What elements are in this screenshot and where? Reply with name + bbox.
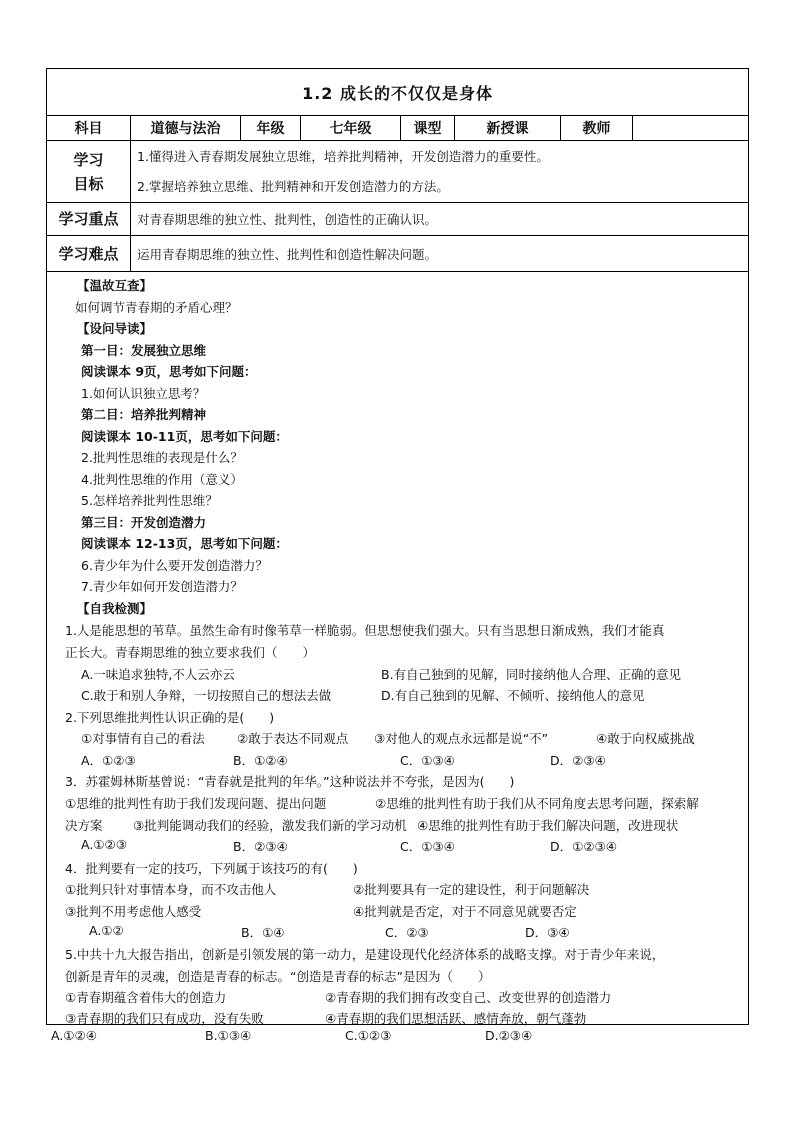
q5-statement-4: ④青春期的我们思想活跃、感情奔放，朝气蓬勃 [325, 1011, 587, 1026]
q5-statement-3: ③青春期的我们只有成功，没有失败 [65, 1011, 264, 1026]
difficulty-label: 学习难点 [47, 236, 131, 272]
goals-row [47, 141, 749, 203]
q5-statement-2: ②青春期的我们拥有改变自己、改变世界的创造潜力 [325, 990, 612, 1005]
q3-statement-2: ②思维的批判性有助于我们从不同角度去思考问题，探索解 [375, 796, 699, 811]
review-question: 如何调节青春期的矛盾心理？ [75, 300, 238, 315]
q3-statement-4: ④思维的批判性有助于我们解决问题，改进现状 [417, 818, 679, 833]
goals-label [47, 141, 131, 203]
guide-heading: 【设问导读】 [77, 321, 153, 336]
q2-option-b: B．①②④ [233, 753, 288, 768]
grade-value: 七年级 [301, 116, 401, 141]
q4-option-c: C．②③ [385, 925, 429, 940]
focus-row [47, 203, 749, 236]
teacher-label: 教师 [561, 116, 633, 141]
q1-option-a: A.一味追求独特,不人云亦云 [81, 667, 235, 682]
section-3-question-1: 6.青少年为什么要开发创造潜力？ [81, 558, 268, 573]
q5-option-c: C.①②③ [345, 1028, 392, 1043]
focus-text: 对青春期思维的独立性、批判性，创造性的正确认识。 [131, 203, 749, 236]
section-2-question-3: 5.怎样培养批判性思维？ [81, 493, 218, 508]
q5-stem-line-1: 5.中共十九大报告指出，创新是引领发展的第一动力，是建设现代化经济体系的战略支撑。对于青少年来说， [65, 947, 665, 962]
section-1-reading: 阅读课本 9页，思考如下问题： [81, 364, 257, 379]
section-3-reading: 阅读课本 12-13页，思考如下问题： [81, 536, 288, 551]
q5-option-d: D.②③④ [485, 1028, 533, 1043]
type-value: 新授课 [455, 116, 561, 141]
q4-option-b: B．①④ [241, 925, 285, 940]
q4-statement-3: ③批判不用考虑他人感受 [65, 904, 202, 919]
section-3-title: 第三目：开发创造潜力 [81, 515, 207, 530]
lesson-plan-table [46, 68, 749, 1043]
q5-statement-1: ①青春期蕴含着伟大的创造力 [65, 990, 227, 1005]
q2-option-a: A．①②③ [81, 753, 136, 768]
q4-statement-1: ①批判只针对事情本身，而不攻击他人 [65, 882, 277, 897]
grade-label: 年级 [241, 116, 301, 141]
section-2-question-2: 4.批判性思维的作用（意义） [81, 472, 243, 487]
page-title: 1.2 成长的不仅仅是身体 [47, 69, 749, 116]
type-label: 课型 [401, 116, 455, 141]
q2-statement-2: ②敢于表达不同观点 [237, 731, 349, 746]
q4-statement-4: ④批判就是否定，对于不同意见就要否定 [353, 904, 577, 919]
info-row [47, 116, 749, 141]
review-heading: 【温故互查】 [77, 278, 153, 293]
q2-statement-4: ④敢于向权威挑战 [596, 731, 695, 746]
goals-text [131, 141, 749, 203]
q5-option-a: A.①②④ [51, 1028, 97, 1043]
goals-label-line-1: 学习 [73, 150, 104, 169]
q4-stem: 4．批判要有一定的技巧，下列属于该技巧的有( ) [65, 861, 358, 876]
q3-option-a: A.①②③ [81, 837, 127, 852]
q2-statement-3: ③对他人的观点永远都是说“不” [374, 731, 549, 746]
difficulty-row [47, 236, 749, 272]
focus-label: 学习重点 [47, 203, 131, 236]
section-1-question-1: 1.如何认识独立思考？ [81, 386, 206, 401]
q3-statement-3: ③批判能调动我们的经验，激发我们新的学习动机 [133, 818, 407, 833]
q1-option-c: C.敢于和别人争辩，一切按照自己的想法去做 [81, 688, 332, 703]
teacher-value [633, 116, 749, 141]
section-1-title: 第一目：发展独立思维 [81, 343, 207, 358]
goal-item-1: 1.懂得进入青春期发展独立思维，培养批判精神，开发创造潜力的重要性。 [137, 148, 549, 164]
q2-statement-1: ①对事情有自己的看法 [81, 731, 205, 746]
q4-option-a: A.①② [89, 923, 124, 938]
q2-option-c: C．①③④ [400, 753, 455, 768]
q1-stem-line-1: 1.人是能思想的苇草。虽然生命有时像苇草一样脆弱。但思想使我们强大。只有当思想日渐成熟，我们才能真 [65, 623, 665, 638]
q3-statement-1: ①思维的批判性有助于我们发现问题、提出问题 [65, 796, 327, 811]
goal-item-2: 2.掌握培养独立思维、批判精神和开发创造潜力的方法。 [137, 178, 449, 194]
lesson-body [47, 272, 749, 1043]
q1-option-d: D.有自己独到的见解、不倾听、接纳他人的意见 [381, 688, 645, 703]
goals-label-line-2: 目标 [73, 174, 104, 193]
q3-statement-2-cont: 决方案 [65, 818, 103, 833]
subject-label: 科目 [47, 116, 131, 141]
q4-option-d: D．③④ [525, 925, 570, 940]
difficulty-text: 运用青春期思维的独立性、批判性和创造性解决问题。 [131, 236, 749, 272]
q4-statement-2: ②批判要具有一定的建设性，利于问题解决 [353, 882, 590, 897]
section-2-question-1: 2.批判性思维的表现是什么？ [81, 450, 243, 465]
q2-stem: 2.下列思维批判性认识正确的是( ) [65, 710, 275, 725]
q3-stem: 3．苏霍姆林斯基曾说：“青春就是批判的年华。”这种说法并不夸张，是因为( ) [65, 774, 515, 789]
section-2-reading: 阅读课本 10-11页，思考如下问题： [81, 429, 288, 444]
selfcheck-heading: 【自我检测】 [77, 601, 153, 616]
q5-option-b: B.①③④ [205, 1028, 252, 1043]
q3-option-d: D．①②③④ [550, 839, 617, 854]
section-3-question-2: 7.青少年如何开发创造潜力？ [81, 579, 243, 594]
subject-value: 道德与法治 [131, 116, 241, 141]
q1-stem-line-2: 正长大。青春期思维的独立要求我们（ ） [65, 645, 316, 660]
q2-option-d: D．②③④ [550, 753, 606, 768]
q3-option-b: B．②③④ [233, 839, 288, 854]
q1-option-b: B.有自己独到的见解，同时接纳他人合理、正确的意见 [381, 667, 682, 682]
section-2-title: 第二目：培养批判精神 [81, 407, 207, 422]
q5-stem-line-2: 创新是青年的灵魂，创造是青春的标志。“创造是青春的标志”是因为（ ） [65, 969, 491, 984]
q3-option-c: C．①③④ [400, 839, 455, 854]
